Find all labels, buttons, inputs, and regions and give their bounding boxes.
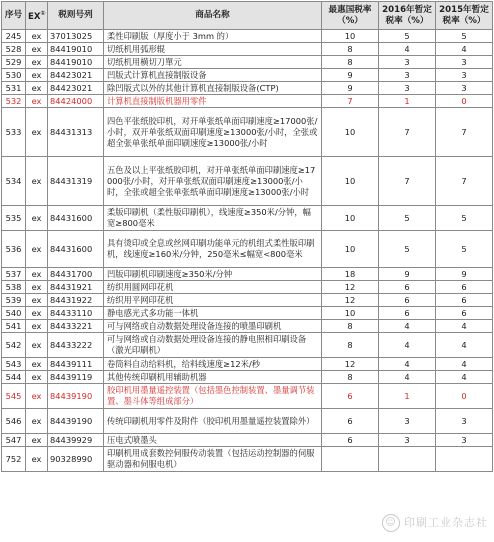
cell-rate-2016: 3 bbox=[379, 69, 436, 82]
cell-code: 84431700 bbox=[48, 268, 104, 281]
table-row bbox=[2, 157, 493, 206]
table-row bbox=[2, 231, 493, 268]
cell-code: 84431319 bbox=[48, 157, 104, 206]
table-row bbox=[2, 409, 493, 434]
cell-code: 84431600 bbox=[48, 231, 104, 268]
cell-rate-2016: 5 bbox=[379, 231, 436, 268]
cell-rate-2016: 4 bbox=[379, 371, 436, 384]
cell-name: 除凹版式以外的其他计算机直接制版设备(CTP) bbox=[104, 82, 322, 95]
cell-ex: ex bbox=[26, 333, 48, 358]
cell-rate-2015: 6 bbox=[436, 281, 493, 294]
cell-rate-2016 bbox=[379, 447, 436, 472]
cell-code: 84423021 bbox=[48, 82, 104, 95]
cell-ex: ex bbox=[26, 384, 48, 409]
cell-rate-2016: 9 bbox=[379, 268, 436, 281]
cell-ex: ex bbox=[26, 294, 48, 307]
cell-ex: ex bbox=[26, 409, 48, 434]
watermark bbox=[382, 514, 488, 532]
cell-mfn-rate: 18 bbox=[322, 268, 379, 281]
cell-code: 84439929 bbox=[48, 434, 104, 447]
cell-name: 柔版印刷机（柔性版印刷机），线速度≥350米/分钟，幅宽≥800毫米 bbox=[104, 206, 322, 231]
cell-ex: ex bbox=[26, 95, 48, 108]
cell-mfn-rate: 10 bbox=[322, 231, 379, 268]
tariff-table bbox=[1, 1, 493, 472]
cell-rate-2016: 7 bbox=[379, 157, 436, 206]
cell-code: 84431921 bbox=[48, 281, 104, 294]
cell-seq: 531 bbox=[2, 82, 26, 95]
header-code: 税则号列 bbox=[48, 2, 104, 30]
cell-rate-2015: 0 bbox=[436, 95, 493, 108]
cell-ex: ex bbox=[26, 69, 48, 82]
cell-name: 纺织用平网印花机 bbox=[104, 294, 322, 307]
table-row bbox=[2, 333, 493, 358]
cell-code: 90328990 bbox=[48, 447, 104, 472]
cell-seq: 528 bbox=[2, 43, 26, 56]
cell-seq: 540 bbox=[2, 307, 26, 320]
cell-rate-2015: 5 bbox=[436, 30, 493, 43]
cell-name: 卷筒料自动给料机，给料线速度≥12米/秒 bbox=[104, 358, 322, 371]
cell-name: 压电式喷墨头 bbox=[104, 434, 322, 447]
cell-seq: 545 bbox=[2, 384, 26, 409]
cell-seq: 530 bbox=[2, 69, 26, 82]
cell-name: 计算机直接制版机器用零件 bbox=[104, 95, 322, 108]
cell-rate-2016: 6 bbox=[379, 307, 436, 320]
cell-mfn-rate: 8 bbox=[322, 333, 379, 358]
cell-mfn-rate: 6 bbox=[322, 409, 379, 434]
header-ex-footnote: ① bbox=[40, 10, 46, 18]
cell-seq: 538 bbox=[2, 281, 26, 294]
cell-ex: ex bbox=[26, 268, 48, 281]
cell-mfn-rate bbox=[322, 447, 379, 472]
table-row bbox=[2, 108, 493, 157]
cell-code: 84439190 bbox=[48, 384, 104, 409]
cell-name: 凹版印刷机印刷速度≥350米/分钟 bbox=[104, 268, 322, 281]
header-ex-label: EX bbox=[28, 11, 41, 22]
cell-rate-2015: 5 bbox=[436, 231, 493, 268]
cell-rate-2015: 5 bbox=[436, 206, 493, 231]
cell-code: 84439190 bbox=[48, 409, 104, 434]
cell-ex: ex bbox=[26, 82, 48, 95]
header-seq: 序号 bbox=[2, 2, 26, 30]
cell-rate-2016: 7 bbox=[379, 108, 436, 157]
cell-mfn-rate: 9 bbox=[322, 82, 379, 95]
table-row bbox=[2, 320, 493, 333]
cell-ex: ex bbox=[26, 43, 48, 56]
cell-name: 静电感光式多功能一体机 bbox=[104, 307, 322, 320]
cell-ex: ex bbox=[26, 281, 48, 294]
cell-ex: ex bbox=[26, 30, 48, 43]
cell-mfn-rate: 10 bbox=[322, 157, 379, 206]
header-mfn-rate: 最惠国税率（%） bbox=[322, 2, 379, 30]
cell-rate-2016: 3 bbox=[379, 82, 436, 95]
cell-seq: 534 bbox=[2, 157, 26, 206]
header-name: 商品名称 bbox=[104, 2, 322, 30]
cell-code: 84419010 bbox=[48, 56, 104, 69]
table-row bbox=[2, 434, 493, 447]
cell-seq: 544 bbox=[2, 371, 26, 384]
cell-name: 可与网络或自动数据处理设备连接的静电照相印刷设备（激光印刷机） bbox=[104, 333, 322, 358]
table-row bbox=[2, 294, 493, 307]
table-body bbox=[2, 30, 493, 472]
cell-seq: 245 bbox=[2, 30, 26, 43]
cell-rate-2016: 1 bbox=[379, 95, 436, 108]
cell-rate-2015: 0 bbox=[436, 384, 493, 409]
cell-mfn-rate: 7 bbox=[322, 95, 379, 108]
cell-ex: ex bbox=[26, 157, 48, 206]
cell-rate-2015: 3 bbox=[436, 82, 493, 95]
cell-seq: 542 bbox=[2, 333, 26, 358]
cell-mfn-rate: 6 bbox=[322, 384, 379, 409]
cell-rate-2015 bbox=[436, 447, 493, 472]
cell-code: 84439119 bbox=[48, 371, 104, 384]
table-row bbox=[2, 82, 493, 95]
cell-mfn-rate: 12 bbox=[322, 281, 379, 294]
cell-name: 其他传统印刷机用辅助机器 bbox=[104, 371, 322, 384]
cell-code: 84431600 bbox=[48, 206, 104, 231]
cell-seq: 546 bbox=[2, 409, 26, 434]
cell-seq: 541 bbox=[2, 320, 26, 333]
cell-rate-2016: 5 bbox=[379, 206, 436, 231]
cell-seq: 535 bbox=[2, 206, 26, 231]
cell-rate-2016: 6 bbox=[379, 294, 436, 307]
cell-rate-2015: 3 bbox=[436, 409, 493, 434]
cell-code: 84423021 bbox=[48, 69, 104, 82]
cell-code: 84431922 bbox=[48, 294, 104, 307]
cell-rate-2016: 6 bbox=[379, 281, 436, 294]
table-header-row bbox=[2, 2, 493, 30]
table-row bbox=[2, 307, 493, 320]
cell-code: 84439111 bbox=[48, 358, 104, 371]
cell-code: 84433222 bbox=[48, 333, 104, 358]
cell-rate-2016: 4 bbox=[379, 358, 436, 371]
cell-ex: ex bbox=[26, 434, 48, 447]
table-row bbox=[2, 56, 493, 69]
cell-mfn-rate: 12 bbox=[322, 358, 379, 371]
cell-ex: ex bbox=[26, 206, 48, 231]
cell-mfn-rate: 8 bbox=[322, 56, 379, 69]
cell-rate-2015: 3 bbox=[436, 69, 493, 82]
cell-rate-2015: 6 bbox=[436, 307, 493, 320]
cell-mfn-rate: 8 bbox=[322, 371, 379, 384]
watermark-logo-icon: ☺ bbox=[382, 514, 400, 532]
cell-name: 传统印刷机用零件及附件（胶印机用墨量遥控装置除外） bbox=[104, 409, 322, 434]
cell-ex: ex bbox=[26, 371, 48, 384]
cell-name: 切纸机用弧形辊 bbox=[104, 43, 322, 56]
cell-seq: 529 bbox=[2, 56, 26, 69]
cell-ex: ex bbox=[26, 108, 48, 157]
table-row bbox=[2, 268, 493, 281]
cell-rate-2015: 9 bbox=[436, 268, 493, 281]
cell-rate-2016: 4 bbox=[379, 320, 436, 333]
cell-seq: 547 bbox=[2, 434, 26, 447]
cell-seq: 533 bbox=[2, 108, 26, 157]
cell-rate-2015: 4 bbox=[436, 333, 493, 358]
header-ex bbox=[26, 2, 48, 30]
table-row bbox=[2, 384, 493, 409]
table-row bbox=[2, 95, 493, 108]
cell-mfn-rate: 10 bbox=[322, 206, 379, 231]
cell-code: 37013025 bbox=[48, 30, 104, 43]
cell-name: 凹版式计算机直接制版设备 bbox=[104, 69, 322, 82]
cell-rate-2016: 4 bbox=[379, 43, 436, 56]
cell-rate-2016: 4 bbox=[379, 333, 436, 358]
cell-name: 具有烫印或全息或丝网印刷功能单元的机组式柔性版印刷机，线速度≥160米/分钟，250毫米≤幅宽<800毫米 bbox=[104, 231, 322, 268]
cell-code: 84424000 bbox=[48, 95, 104, 108]
cell-name: 印刷机用成套数控伺服传动装置（包括运动控制器的伺服驱动器和伺服电机） bbox=[104, 447, 322, 472]
cell-mfn-rate: 8 bbox=[322, 320, 379, 333]
cell-seq: 539 bbox=[2, 294, 26, 307]
cell-name: 可与网络或自动数据处理设备连接的喷墨印刷机 bbox=[104, 320, 322, 333]
cell-mfn-rate: 12 bbox=[322, 294, 379, 307]
cell-mfn-rate: 6 bbox=[322, 434, 379, 447]
table-row bbox=[2, 281, 493, 294]
cell-rate-2015: 7 bbox=[436, 157, 493, 206]
cell-seq: 537 bbox=[2, 268, 26, 281]
cell-mfn-rate: 10 bbox=[322, 307, 379, 320]
cell-ex: ex bbox=[26, 447, 48, 472]
table-row bbox=[2, 358, 493, 371]
cell-name: 胶印机用墨量遥控装置（包括墨色控制装置、墨量调节装置、墨斗体等组成部分） bbox=[104, 384, 322, 409]
cell-name: 切纸机用横切刀單元 bbox=[104, 56, 322, 69]
cell-code: 84433221 bbox=[48, 320, 104, 333]
table-row bbox=[2, 206, 493, 231]
cell-rate-2015: 3 bbox=[436, 56, 493, 69]
cell-rate-2015: 3 bbox=[436, 434, 493, 447]
cell-ex: ex bbox=[26, 358, 48, 371]
cell-name: 纺织用圆网印花机 bbox=[104, 281, 322, 294]
cell-mfn-rate: 10 bbox=[322, 30, 379, 43]
cell-rate-2015: 4 bbox=[436, 43, 493, 56]
cell-seq: 536 bbox=[2, 231, 26, 268]
table-row bbox=[2, 371, 493, 384]
cell-ex: ex bbox=[26, 231, 48, 268]
cell-code: 84419010 bbox=[48, 43, 104, 56]
cell-name: 五色及以上平张纸胶印机，对开单张纸单面印刷速度≥17000张/小时，对开单张纸双面印刷速度≥13000张/小时，全张或超全张单张纸单面印刷速度≥13000张/小时 bbox=[104, 157, 322, 206]
cell-rate-2016: 3 bbox=[379, 409, 436, 434]
header-rate-2016: 2016年暂定税率（%） bbox=[379, 2, 436, 30]
cell-seq: 543 bbox=[2, 358, 26, 371]
cell-code: 84433110 bbox=[48, 307, 104, 320]
cell-rate-2016: 3 bbox=[379, 56, 436, 69]
cell-ex: ex bbox=[26, 56, 48, 69]
cell-rate-2015: 7 bbox=[436, 108, 493, 157]
cell-mfn-rate: 9 bbox=[322, 69, 379, 82]
cell-rate-2015: 4 bbox=[436, 320, 493, 333]
cell-seq: 752 bbox=[2, 447, 26, 472]
cell-rate-2015: 6 bbox=[436, 294, 493, 307]
cell-seq: 532 bbox=[2, 95, 26, 108]
table-row bbox=[2, 69, 493, 82]
cell-rate-2015: 4 bbox=[436, 358, 493, 371]
table-row bbox=[2, 43, 493, 56]
cell-mfn-rate: 8 bbox=[322, 43, 379, 56]
header-rate-2015: 2015年暂定税率（%） bbox=[436, 2, 493, 30]
cell-rate-2016: 3 bbox=[379, 434, 436, 447]
cell-name: 四色平张纸胶印机，对开单张纸单面印刷速度≥17000张/小时，双开单张纸双面印刷速度≥13000张/小时，全张或超全张单张纸单面印刷速度≥13000张/小时 bbox=[104, 108, 322, 157]
cell-ex: ex bbox=[26, 320, 48, 333]
cell-mfn-rate: 10 bbox=[322, 108, 379, 157]
cell-ex: ex bbox=[26, 307, 48, 320]
table-row bbox=[2, 30, 493, 43]
cell-rate-2016: 5 bbox=[379, 30, 436, 43]
cell-code: 84431313 bbox=[48, 108, 104, 157]
table-row bbox=[2, 447, 493, 472]
cell-rate-2015: 4 bbox=[436, 371, 493, 384]
cell-rate-2016: 1 bbox=[379, 384, 436, 409]
cell-name: 柔性印刷版（厚度小于 3mm 的） bbox=[104, 30, 322, 43]
watermark-text: 印刷工业杂志社 bbox=[404, 516, 488, 529]
